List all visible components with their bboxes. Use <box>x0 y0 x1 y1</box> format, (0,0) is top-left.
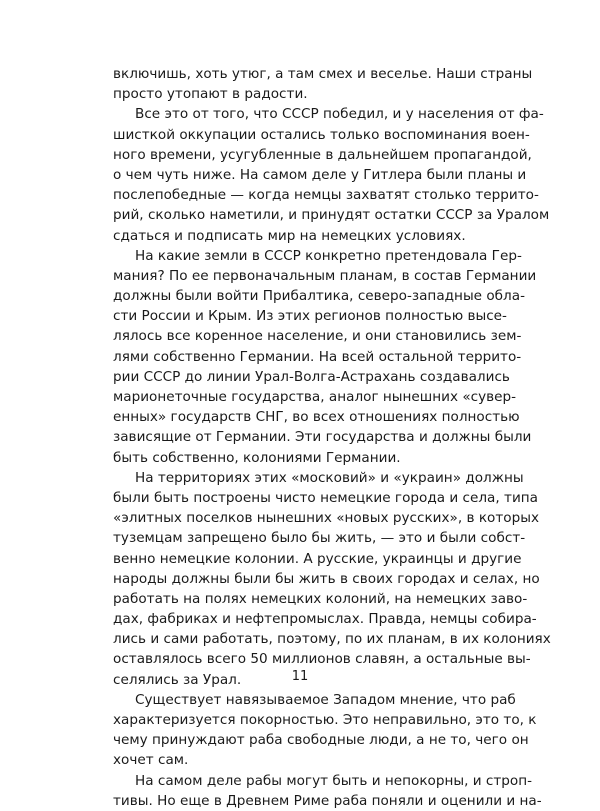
text-line: хочет сам. <box>113 752 189 769</box>
text-line: марионеточные государства, аналог нынешних «сувер- <box>113 389 517 405</box>
text-line: енных» государств СНГ, во всех отношениях полностью <box>113 409 520 426</box>
text-line: о чем чуть ниже. На самом деле у Гитлера были планы и <box>113 166 527 183</box>
text-line: сти России и Крым. Из этих регионов полностью высе- <box>113 308 507 325</box>
text-line: шисткой оккупации остались только воспоминания воен- <box>113 126 530 143</box>
text-line: На какие земли в СССР конкретно претендовала Гер- <box>135 247 522 264</box>
text-line: чему принуждают раба свободные люди, а не то, чего он <box>113 732 529 749</box>
text-line: На территориях этих «московий» и «украин» должны <box>135 469 524 486</box>
text-line: туземцам запрещено было бы жить, — это и были собст- <box>113 530 526 547</box>
text-line: лями собственно Германии. На всей остальной террито- <box>113 348 522 365</box>
text-line: На самом деле рабы могут быть и непокорны, и строп- <box>135 772 533 789</box>
text-line: «элитных поселков нынешних «новых русских», в которых <box>113 510 539 527</box>
text-line: тивы. Но еще в Древнем Риме раба поняли и оценили и на- <box>113 792 542 809</box>
text-line: Все это от того, что СССР победил, и у населения от фа- <box>135 106 544 123</box>
text-line: селялись за Урал. <box>113 671 242 688</box>
text-line: сдаться и подписать мир на немецких условиях. <box>113 227 466 244</box>
text-line: рии СССР до линии Урал-Волга-Астрахань создавались <box>113 368 510 385</box>
text-line: зависящие от Германии. Эти государства и должны были <box>113 429 532 446</box>
text-line: рий, сколько наметили, и принудят остатки СССР за Уралом <box>113 207 550 224</box>
text-line: были быть построены чисто немецкие города и села, типа <box>113 489 539 506</box>
text-line: венно немецкие колонии. А русские, украинцы и другие <box>113 550 522 567</box>
text-line: быть собственно, колониями Германии. <box>113 449 401 466</box>
text-line: работать на полях немецких колоний, на немецких заво- <box>113 590 528 607</box>
text-line: должны были войти Прибалтика, северо-западные обла- <box>113 288 525 305</box>
text-line: просто утопают в радости. <box>113 86 308 103</box>
text-line: характеризуется покорностью. Это неправильно, это то, к <box>113 712 537 728</box>
text-line: лялось все коренное население, и они становились зем- <box>113 328 522 345</box>
text-line: дах, фабриках и нефтепромыслах. Правда, немцы собира- <box>113 611 537 628</box>
text-line: послепобедные — когда немцы захватят столько террито- <box>113 187 539 204</box>
text-line: народы должны были бы жить в своих городах и селах, но <box>113 570 540 587</box>
text-line: включишь, хоть утюг, а там смех и веселье. Наши страны <box>113 66 533 82</box>
text-line: ного времени, усугубленные в дальнейшем пропагандой, <box>113 146 532 163</box>
text-line: мания? По ее первоначальным планам, в состав Германии <box>113 267 537 284</box>
text-line: Существует навязываемое Западом мнение, что раб <box>135 691 516 708</box>
text-line: оставлялось всего 50 миллионов славян, а остальные вы- <box>113 651 531 668</box>
text-line: лись и сами работать, поэтому, по их планам, в их колониях <box>113 631 551 648</box>
page-number: 11 <box>291 669 309 684</box>
body-text <box>113 64 551 811</box>
